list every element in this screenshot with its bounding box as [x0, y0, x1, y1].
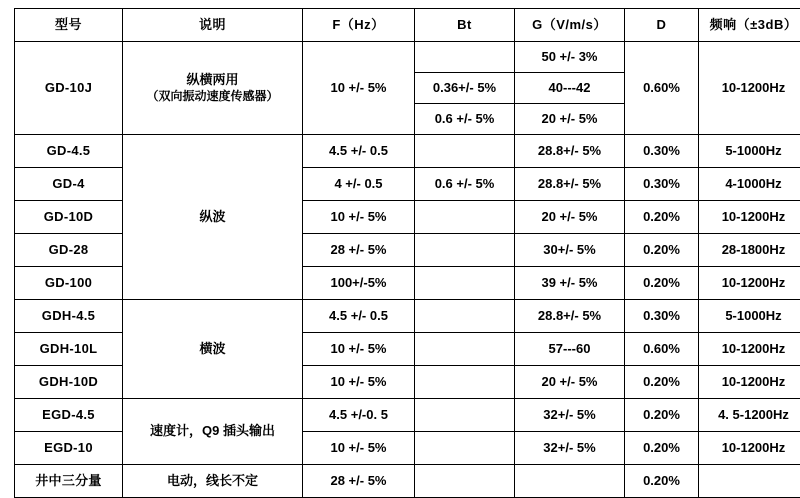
- cell-frequency: 10 +/- 5%: [303, 366, 415, 399]
- cell-bt: [415, 234, 515, 267]
- cell-model: GDH-10D: [15, 366, 123, 399]
- header-damping: D: [625, 9, 699, 42]
- cell-sensitivity-gd10j-3: 20 +/- 5%: [515, 104, 625, 135]
- cell-response: 10-1200Hz: [699, 267, 800, 300]
- sensor-spec-table: [14, 8, 800, 498]
- description-line-2: （双向振动速度传感器）: [123, 89, 302, 104]
- table-row: [15, 135, 800, 168]
- cell-bt-gd10j-3: 0.6 +/- 5%: [415, 104, 515, 135]
- cell-frequency: 4.5 +/- 0.5: [303, 300, 415, 333]
- cell-damping: 0.30%: [625, 168, 699, 201]
- cell-damping: 0.20%: [625, 465, 699, 498]
- table-row: [15, 42, 800, 73]
- cell-model: GD-4: [15, 168, 123, 201]
- cell-model: GD-4.5: [15, 135, 123, 168]
- cell-response: 10-1200Hz: [699, 432, 800, 465]
- header-frequency: F（Hz）: [303, 9, 415, 42]
- cell-sensitivity: 28.8+/- 5%: [515, 135, 625, 168]
- cell-sensitivity: 32+/- 5%: [515, 399, 625, 432]
- cell-sensitivity: [515, 465, 625, 498]
- header-model: 型号: [15, 9, 123, 42]
- table-row: [15, 465, 800, 498]
- cell-frequency: 10 +/- 5%: [303, 201, 415, 234]
- cell-model: GDH-4.5: [15, 300, 123, 333]
- cell-response: [699, 465, 800, 498]
- cell-damping: 0.20%: [625, 366, 699, 399]
- cell-bt-gd10j-2: 0.36+/- 5%: [415, 73, 515, 104]
- cell-model: GDH-10L: [15, 333, 123, 366]
- cell-damping: 0.20%: [625, 201, 699, 234]
- cell-bt: [415, 432, 515, 465]
- header-sensitivity: G（V/m/s）: [515, 9, 625, 42]
- cell-response: 5-1000Hz: [699, 135, 800, 168]
- cell-sensitivity: 20 +/- 5%: [515, 201, 625, 234]
- cell-model: EGD-10: [15, 432, 123, 465]
- cell-model: EGD-4.5: [15, 399, 123, 432]
- table-row: [15, 300, 800, 333]
- spec-sheet: [0, 8, 800, 493]
- cell-description-borehole: 电动，线长不定: [123, 465, 303, 498]
- cell-description-velocity-meter: 速度计，Q9 插头输出: [123, 399, 303, 465]
- cell-frequency: 10 +/- 5%: [303, 432, 415, 465]
- cell-damping: 0.20%: [625, 267, 699, 300]
- cell-model: GD-28: [15, 234, 123, 267]
- cell-response: 5-1000Hz: [699, 300, 800, 333]
- cell-sensitivity-gd10j-1: 50 +/- 3%: [515, 42, 625, 73]
- cell-bt: [415, 135, 515, 168]
- cell-frequency: 4.5 +/-0. 5: [303, 399, 415, 432]
- cell-sensitivity: 30+/- 5%: [515, 234, 625, 267]
- header-bt: Bt: [415, 9, 515, 42]
- cell-frequency: 28 +/- 5%: [303, 465, 415, 498]
- cell-frequency: 4 +/- 0.5: [303, 168, 415, 201]
- cell-bt: 0.6 +/- 5%: [415, 168, 515, 201]
- header-description: 说明: [123, 9, 303, 42]
- cell-sensitivity: 57---60: [515, 333, 625, 366]
- cell-frequency: 10 +/- 5%: [303, 333, 415, 366]
- description-line-1: 纵横两用: [186, 72, 238, 87]
- cell-damping: 0.30%: [625, 300, 699, 333]
- cell-bt: [415, 465, 515, 498]
- cell-frequency: 28 +/- 5%: [303, 234, 415, 267]
- cell-description-gd10j: [123, 42, 303, 135]
- cell-frequency: 4.5 +/- 0.5: [303, 135, 415, 168]
- table-row: [15, 399, 800, 432]
- cell-response: 4-1000Hz: [699, 168, 800, 201]
- cell-sensitivity: 28.8+/- 5%: [515, 300, 625, 333]
- cell-sensitivity: 28.8+/- 5%: [515, 168, 625, 201]
- cell-sensitivity: 32+/- 5%: [515, 432, 625, 465]
- cell-bt: [415, 399, 515, 432]
- cell-bt: [415, 366, 515, 399]
- cell-sensitivity: 39 +/- 5%: [515, 267, 625, 300]
- cell-sensitivity: 20 +/- 5%: [515, 366, 625, 399]
- cell-damping: 0.20%: [625, 234, 699, 267]
- cell-frequency: 100+/-5%: [303, 267, 415, 300]
- cell-bt: [415, 201, 515, 234]
- cell-bt: [415, 333, 515, 366]
- cell-damping: 0.20%: [625, 399, 699, 432]
- cell-description-transverse: 横波: [123, 300, 303, 399]
- cell-description-longitudinal: 纵波: [123, 135, 303, 300]
- cell-sensitivity-gd10j-2: 40---42: [515, 73, 625, 104]
- cell-damping: 0.30%: [625, 135, 699, 168]
- cell-frequency-gd10j: 10 +/- 5%: [303, 42, 415, 135]
- cell-model: GD-100: [15, 267, 123, 300]
- cell-damping: 0.20%: [625, 432, 699, 465]
- cell-bt-gd10j-1: [415, 42, 515, 73]
- cell-response: 10-1200Hz: [699, 333, 800, 366]
- cell-bt: [415, 300, 515, 333]
- cell-response-gd10j: 10-1200Hz: [699, 42, 800, 135]
- header-response: 频响（±3dB）: [699, 9, 800, 42]
- cell-response: 10-1200Hz: [699, 201, 800, 234]
- cell-bt: [415, 267, 515, 300]
- cell-model-borehole: 井中三分量: [15, 465, 123, 498]
- cell-response: 28-1800Hz: [699, 234, 800, 267]
- table-header-row: [15, 9, 800, 42]
- cell-response: 10-1200Hz: [699, 366, 800, 399]
- cell-model-gd10j: GD-10J: [15, 42, 123, 135]
- cell-damping-gd10j: 0.60%: [625, 42, 699, 135]
- cell-damping: 0.60%: [625, 333, 699, 366]
- cell-response: 4. 5-1200Hz: [699, 399, 800, 432]
- cell-model: GD-10D: [15, 201, 123, 234]
